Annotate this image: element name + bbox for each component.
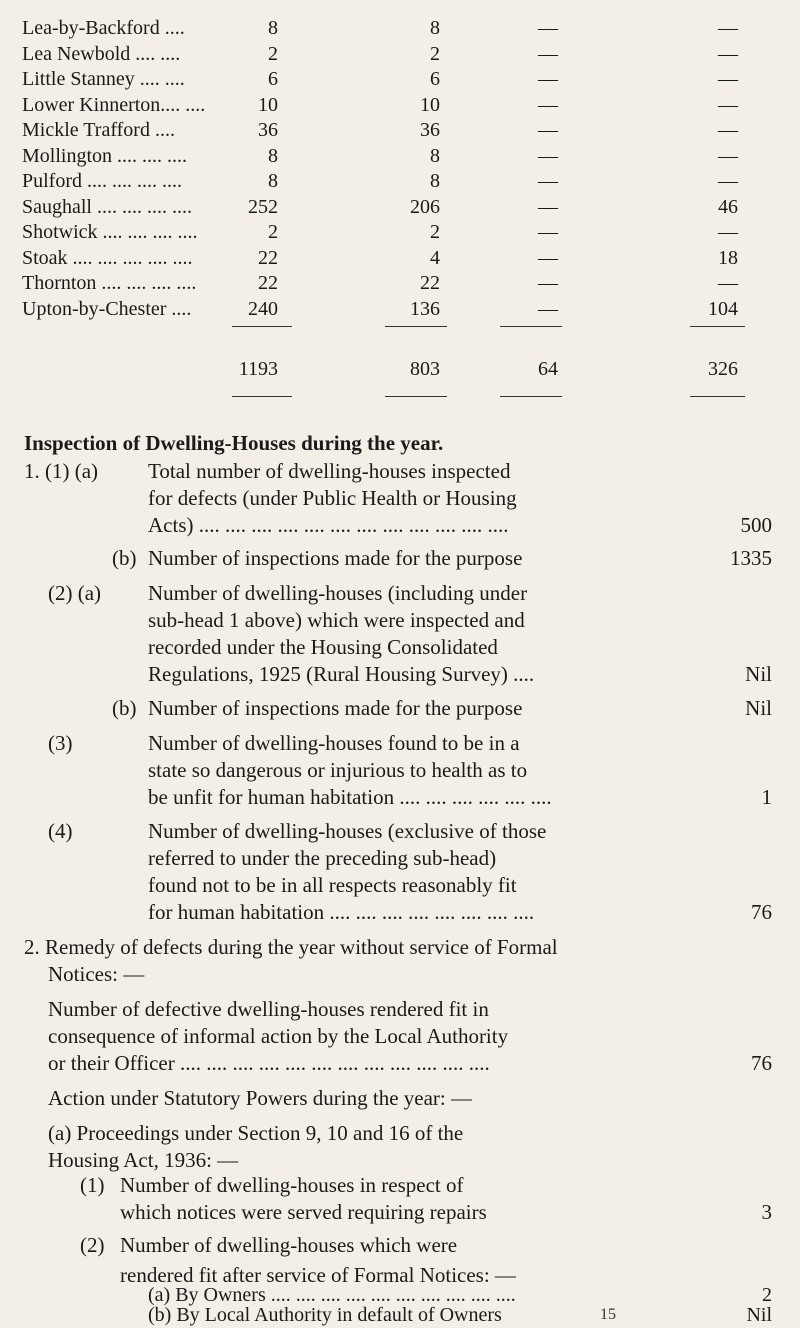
col3-count: — xyxy=(538,144,558,167)
statutory-1-value: 3 xyxy=(761,1200,772,1224)
total-c1: 1193 xyxy=(238,358,278,380)
col4-count: — xyxy=(718,93,738,116)
item-2b-value: Nil xyxy=(745,696,772,720)
col3-count: — xyxy=(538,68,558,90)
houses-count: 2 xyxy=(268,221,278,243)
col3-count: — xyxy=(538,42,558,65)
parish-name: Lea-by-Backford .... xyxy=(22,17,185,39)
col2-count: 8 xyxy=(430,17,440,39)
table-row xyxy=(0,271,800,295)
item-1-1a-line2: for defects (under Public Health or Housing xyxy=(148,486,517,510)
item-2a-line3: recorded under the Housing Consolidated xyxy=(148,635,498,659)
item-3-line3: be unfit for human habitation .... .... .... .... .... .... xyxy=(148,785,552,809)
col3-count: — xyxy=(538,170,558,192)
col2-count: 6 xyxy=(430,68,440,90)
col4-count: — xyxy=(718,42,738,65)
table-row xyxy=(0,118,800,142)
parish-name: Lower Kinnerton.... .... xyxy=(22,93,206,116)
col2-count: 2 xyxy=(430,221,440,243)
col3-count: — xyxy=(538,119,558,141)
parish-name: Mollington .... .... .... xyxy=(22,144,188,167)
houses-count: 22 xyxy=(258,272,278,294)
total-c2: 803 xyxy=(410,358,440,380)
houses-count: 6 xyxy=(268,68,278,90)
houses-count: 2 xyxy=(268,42,278,65)
statutory-1-label: (1) xyxy=(80,1173,105,1197)
item-4-label: (4) xyxy=(48,819,73,843)
remedy-line5: or their Officer .... .... .... .... .... .... .... .... .... .... .... .... xyxy=(48,1051,490,1075)
col4-count: — xyxy=(718,17,738,39)
col4-count: 18 xyxy=(718,246,738,269)
col2-count: 206 xyxy=(410,195,440,218)
total-c4: 326 xyxy=(708,358,738,380)
rule-c4-bottom xyxy=(690,396,745,397)
remedy-line4: consequence of informal action by the Local Authority xyxy=(48,1024,509,1048)
parish-name: Saughall .... .... .... .... xyxy=(22,195,192,218)
item-3-value: 1 xyxy=(761,785,772,809)
item-2b-line1: Number of inspections made for the purpose xyxy=(148,696,523,720)
houses-count: 8 xyxy=(268,17,278,39)
statutory-2b-line: (b) By Local Authority in default of Owners xyxy=(148,1304,502,1326)
item-1-1a-line1: Total number of dwelling-houses inspected xyxy=(148,459,511,483)
statutory-line2: (a) Proceedings under Section 9, 10 and 16 of the xyxy=(48,1121,464,1145)
parish-name: Stoak .... .... .... .... .... xyxy=(22,246,193,269)
col4-count: — xyxy=(718,221,738,243)
page-number: 15 xyxy=(600,1306,616,1323)
col3-count: — xyxy=(538,93,558,116)
item-3-line1: Number of dwelling-houses found to be in a xyxy=(148,731,520,755)
table-row xyxy=(0,42,800,66)
table-row xyxy=(0,144,800,168)
rule-c4-top xyxy=(690,326,745,327)
rule-c2-top xyxy=(385,326,447,327)
table-row xyxy=(0,169,800,193)
parish-name: Thornton .... .... .... .... xyxy=(22,272,197,294)
col4-count: — xyxy=(718,170,738,192)
remedy-value: 76 xyxy=(751,1051,772,1075)
item-1-1b-label: (b) xyxy=(112,546,137,570)
item-1-1b-value: 1335 xyxy=(730,546,772,570)
item-4-line1: Number of dwelling-houses (exclusive of those xyxy=(148,819,547,843)
statutory-2a-line: (a) By Owners .... .... .... .... .... .... .... .... .... .... xyxy=(148,1284,516,1306)
item-2b-label: (b) xyxy=(112,696,137,720)
parish-name: Mickle Trafford .... xyxy=(22,119,175,141)
table-row xyxy=(0,195,800,219)
statutory-1-line1: Number of dwelling-houses in respect of xyxy=(120,1173,464,1197)
item-1-1a-line3: Acts) .... .... .... .... .... .... .... .... .... .... .... .... xyxy=(148,513,509,537)
rule-c1-bottom xyxy=(232,396,292,397)
item-3-line2: state so dangerous or injurious to health as to xyxy=(148,758,528,782)
statutory-line3: Housing Act, 1936: — xyxy=(48,1148,239,1172)
col2-count: 136 xyxy=(410,297,440,320)
col2-count: 4 xyxy=(430,246,440,269)
col2-count: 2 xyxy=(430,42,440,65)
parish-name: Upton-by-Chester .... xyxy=(22,297,192,320)
col2-count: 36 xyxy=(420,119,440,141)
houses-count: 8 xyxy=(268,170,278,192)
col2-count: 8 xyxy=(430,144,440,167)
col3-count: — xyxy=(538,221,558,243)
table-row xyxy=(0,16,800,40)
col2-count: 22 xyxy=(420,272,440,294)
item-4-value: 76 xyxy=(751,900,772,924)
total-c3: 64 xyxy=(538,358,558,380)
statutory-2-label: (2) xyxy=(80,1233,105,1257)
table-row xyxy=(0,67,800,91)
parish-name: Lea Newbold .... .... xyxy=(22,42,181,65)
remedy-line2: Notices: — xyxy=(48,962,145,986)
rule-c3-bottom xyxy=(500,396,562,397)
parish-name: Little Stanney .... .... xyxy=(22,68,185,90)
houses-count: 10 xyxy=(258,93,278,116)
item-2a-line1: Number of dwelling-houses (including under xyxy=(148,581,528,605)
statutory-line1: Action under Statutory Powers during the year: — xyxy=(48,1086,472,1110)
col3-count: — xyxy=(538,297,558,320)
item-4-line3: found not to be in all respects reasonably fit xyxy=(148,873,517,897)
col2-count: 8 xyxy=(430,170,440,192)
item-1-1a-value: 500 xyxy=(740,513,772,537)
houses-count: 22 xyxy=(258,246,278,269)
col4-count: 46 xyxy=(718,195,738,218)
col3-count: — xyxy=(538,246,558,269)
rule-c1-top xyxy=(232,326,292,327)
col4-count: — xyxy=(718,272,738,294)
col2-count: 10 xyxy=(420,93,440,116)
item-1-1b-line1: Number of inspections made for the purpose xyxy=(148,546,523,570)
houses-count: 252 xyxy=(248,195,278,218)
rule-c3-top xyxy=(500,326,562,327)
statutory-1-line2: which notices were served requiring repairs xyxy=(120,1200,487,1224)
remedy-line3: Number of defective dwelling-houses rendered fit in xyxy=(48,997,489,1021)
houses-count: 8 xyxy=(268,144,278,167)
item-4-line2: referred to under the preceding sub-head) xyxy=(148,846,497,870)
col4-count: — xyxy=(718,144,738,167)
item-2a-label: (2) (a) xyxy=(48,581,102,605)
item-2a-value: Nil xyxy=(745,662,772,686)
remedy-line1: 2. Remedy of defects during the year without service of Formal xyxy=(24,935,558,959)
houses-count: 240 xyxy=(248,297,278,320)
totals-row xyxy=(0,357,800,381)
parish-name: Shotwick .... .... .... .... xyxy=(22,221,198,243)
item-2a-line4: Regulations, 1925 (Rural Housing Survey) .... xyxy=(148,662,535,686)
col4-count: — xyxy=(718,119,738,141)
item-4-line4: for human habitation .... .... .... .... .... .... .... .... xyxy=(148,900,535,924)
table-row xyxy=(0,246,800,270)
statutory-2a-value: 2 xyxy=(762,1284,772,1306)
item-2a-line2: sub-head 1 above) which were inspected and xyxy=(148,608,525,632)
item-3-label: (3) xyxy=(48,731,73,755)
parish-name: Pulford .... .... .... .... xyxy=(22,170,182,192)
col4-count: 104 xyxy=(708,297,738,320)
table-row xyxy=(0,93,800,117)
rule-c2-bottom xyxy=(385,396,447,397)
table-row xyxy=(0,297,800,321)
col3-count: — xyxy=(538,272,558,294)
col4-count: — xyxy=(718,68,738,90)
col3-count: — xyxy=(538,195,558,218)
section-heading: Inspection of Dwelling-Houses during the year. xyxy=(24,431,444,455)
statutory-2-line1: Number of dwelling-houses which were xyxy=(120,1233,458,1257)
statutory-2b-value: Nil xyxy=(746,1304,772,1326)
col3-count: — xyxy=(538,17,558,39)
table-row xyxy=(0,220,800,244)
statutory-2-line2: rendered fit after service of Formal Notices: — xyxy=(120,1263,516,1287)
houses-count: 36 xyxy=(258,119,278,141)
item-1-1a-label: 1. (1) (a) xyxy=(24,459,99,483)
